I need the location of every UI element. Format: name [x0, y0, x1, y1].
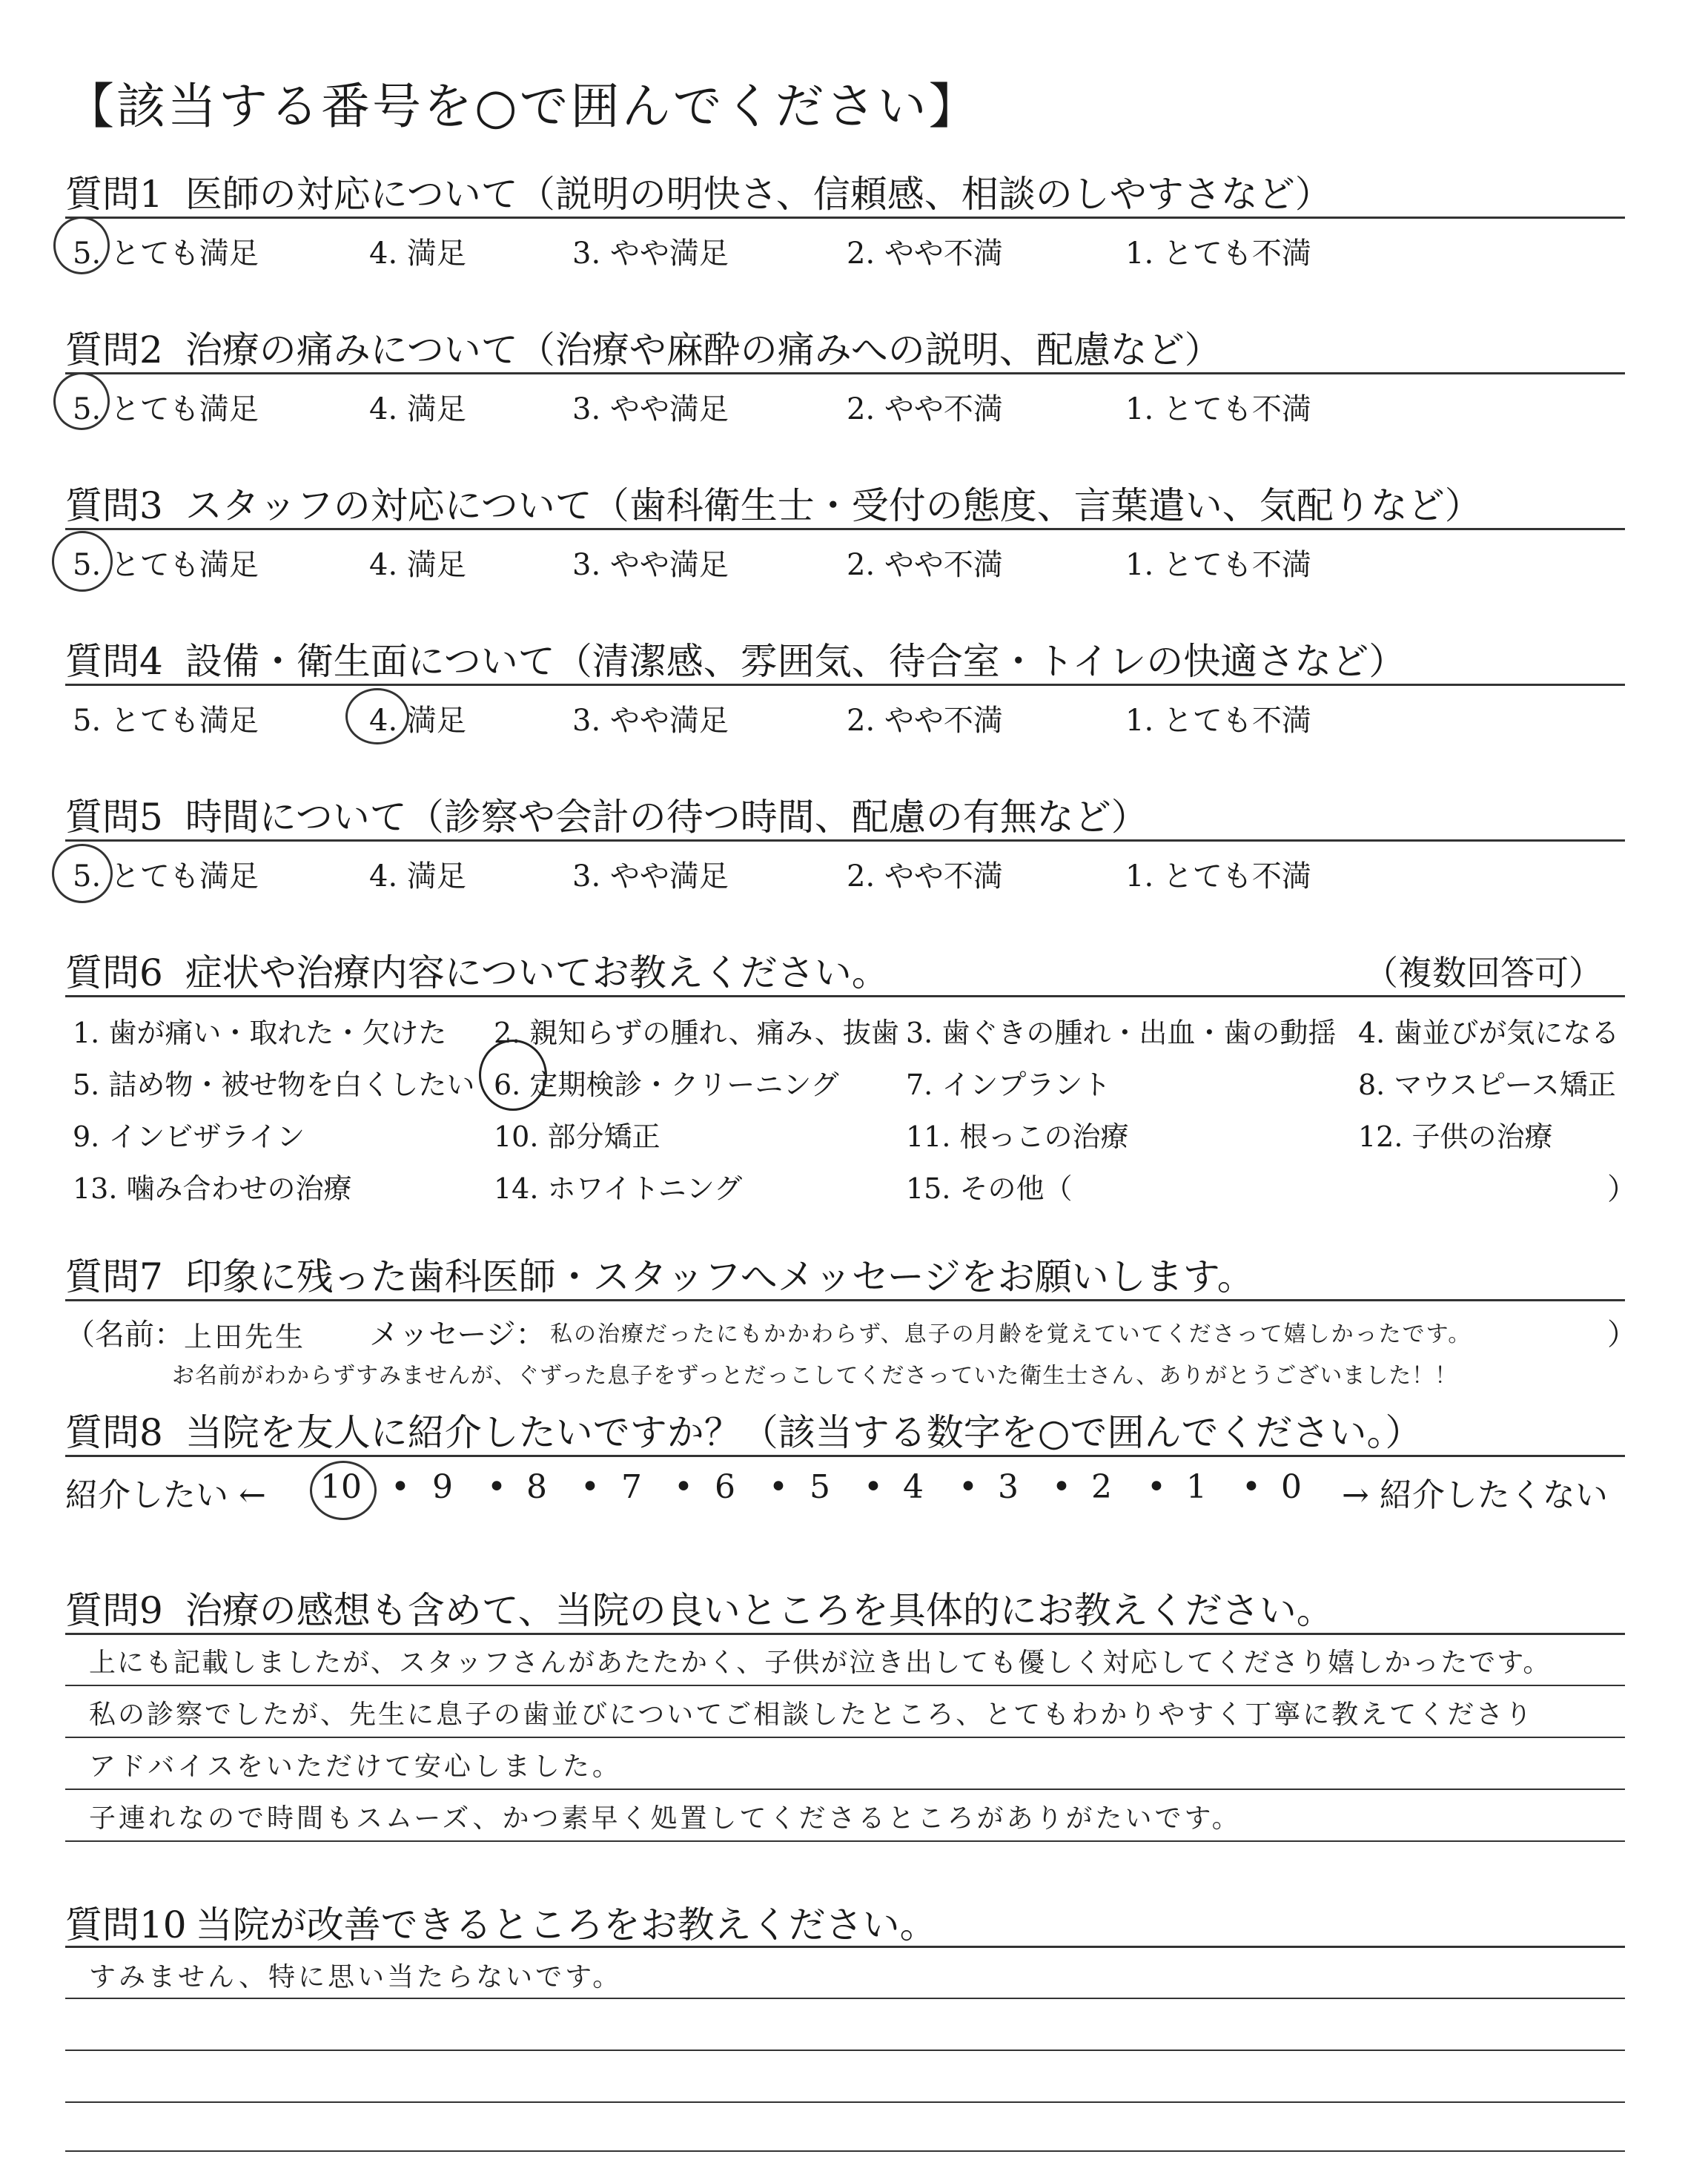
q8-selection-circle — [310, 1461, 377, 1520]
q2-option-1[interactable]: 1. とても不満 — [1125, 392, 1311, 426]
question-9-number: 質問9 — [65, 1589, 163, 1632]
q8-scale-dot: • — [959, 1468, 978, 1506]
question-6-rule — [65, 995, 1625, 997]
q8-scale-dot: • — [864, 1468, 883, 1506]
q8-scale-dot: • — [1147, 1468, 1166, 1506]
question-10-rule — [65, 1946, 1625, 1948]
q2-option-2[interactable]: 2. やや不満 — [847, 392, 1003, 426]
question-9 — [65, 1581, 1334, 1634]
q6-option-4[interactable]: 4. 歯並びが気になる — [1358, 1017, 1620, 1049]
question-4-number: 質問4 — [65, 640, 163, 683]
q8-scale-dot: • — [487, 1468, 506, 1506]
q8-scale-dot: • — [391, 1468, 410, 1506]
q6-option-5[interactable]: 5. 詰め物・被せ物を白くしたい — [73, 1069, 475, 1101]
q5-option-2[interactable]: 2. やや不満 — [847, 859, 1003, 894]
question-1-rule — [65, 217, 1625, 219]
question-9-text: 治療の感想も含めて、当院の良いところを具体的にお教えください。 — [185, 1589, 1334, 1632]
q7-message-line-2[interactable]: お名前がわからずすみませんが、ぐずった息子をずっとだっこしてくださっていた衛生士さん、ありがとうございました！！ — [172, 1363, 1458, 1389]
question-5-rule — [65, 839, 1625, 842]
q3-option-1[interactable]: 1. とても不満 — [1125, 548, 1311, 582]
q1-option-3[interactable]: 3. やや満足 — [572, 237, 729, 271]
question-1-text: 医師の対応について（説明の明快さ、信頼感、相談のしやすさなど） — [185, 173, 1332, 216]
q8-scale-7[interactable]: 7 — [621, 1468, 642, 1506]
q1-option-1[interactable]: 1. とても不満 — [1125, 237, 1311, 271]
question-2 — [65, 320, 1222, 374]
q6-option-7[interactable]: 7. インプラント — [906, 1069, 1111, 1101]
question-8-rule — [65, 1455, 1625, 1457]
q4-option-2[interactable]: 2. やや不満 — [847, 704, 1003, 738]
q9-answer-rule — [65, 1685, 1625, 1686]
question-10-text: 当院が改善できるところをお教えください。 — [195, 1903, 937, 1946]
page-title: 【該当する番号を○で囲んでください】 — [65, 78, 980, 135]
q9-answer-line-3[interactable]: アドバイスをいただけて安心しました。 — [89, 1751, 622, 1782]
question-2-rule — [65, 372, 1625, 374]
q9-answer-rule — [65, 1789, 1625, 1790]
question-3-number: 質問3 — [65, 484, 163, 527]
q3-selection-circle — [52, 531, 113, 592]
q6-option-14[interactable]: 14. ホワイトニング — [494, 1172, 743, 1205]
question-5-text: 時間について（診察や会計の待つ時間、配慮の有無など） — [185, 796, 1148, 839]
q8-scale-10[interactable]: 10 — [320, 1468, 362, 1506]
question-9-rule — [65, 1633, 1625, 1635]
q9-answer-rule — [65, 1737, 1625, 1738]
question-3-text: スタッフの対応について（歯科衛生士・受付の態度、言葉遣い、気配りなど） — [185, 484, 1482, 527]
q3-option-4[interactable]: 4. 満足 — [369, 548, 466, 582]
q3-option-3[interactable]: 3. やや満足 — [572, 548, 729, 582]
q6-option-9[interactable]: 9. インビザライン — [73, 1120, 305, 1153]
q9-answer-rule — [65, 1840, 1625, 1842]
q5-option-3[interactable]: 3. やや満足 — [572, 859, 729, 894]
question-7 — [65, 1247, 1254, 1301]
q2-option-5[interactable]: 5. とても満足 — [73, 392, 259, 426]
question-7-rule — [65, 1299, 1625, 1301]
q10-answer-rule — [65, 2050, 1625, 2051]
q2-option-3[interactable]: 3. やや満足 — [572, 392, 729, 426]
multiple-answers-note: （複数回答可） — [1364, 953, 1603, 993]
q1-option-5[interactable]: 5. とても満足 — [73, 237, 259, 271]
q7-message-label: メッセージ： — [369, 1318, 546, 1352]
q6-option-15[interactable]: 15. その他（ — [906, 1172, 1073, 1205]
question-3 — [65, 476, 1482, 529]
q2-option-4[interactable]: 4. 満足 — [369, 392, 466, 426]
q2-selection-circle — [53, 372, 110, 430]
question-4-rule — [65, 684, 1625, 686]
q7-close-paren: ） — [1607, 1318, 1637, 1352]
q8-scale-dot: • — [580, 1468, 600, 1506]
q6-option-1[interactable]: 1. 歯が痛い・取れた・欠けた — [73, 1017, 447, 1049]
question-6-text: 症状や治療内容についてお教えください。 — [185, 951, 889, 994]
q1-option-2[interactable]: 2. やや不満 — [847, 237, 1003, 271]
question-8 — [65, 1403, 1422, 1456]
q6-option-13[interactable]: 13. 噛み合わせの治療 — [73, 1172, 352, 1205]
q1-selection-circle — [53, 217, 110, 274]
question-10-number: 質問10 — [65, 1903, 187, 1946]
q5-option-1[interactable]: 1. とても不満 — [1125, 859, 1311, 894]
question-5 — [65, 787, 1148, 841]
q8-scale-dot: • — [674, 1468, 693, 1506]
question-10 — [65, 1895, 937, 1949]
q9-answer-line-4[interactable]: 子連れなので時間もスムーズ、かつ素早く処置してくださるところがありがたいです。 — [89, 1803, 1242, 1834]
question-7-text: 印象に残った歯科医師・スタッフへメッセージをお願いします。 — [185, 1255, 1254, 1298]
q7-message-line-1[interactable]: 私の治療だったにもかかわらず、息子の月齢を覚えていてくださって嬉しかったです。 — [550, 1321, 1472, 1347]
q6-option-6[interactable]: 6. 定期検診・クリーニング — [494, 1069, 839, 1101]
q10-answer-rule — [65, 2150, 1625, 2152]
q8-scale-5[interactable]: 5 — [810, 1468, 830, 1506]
q8-scale-2[interactable]: 2 — [1091, 1468, 1112, 1506]
q8-scale-dot: • — [1052, 1468, 1071, 1506]
q8-scale-1[interactable]: 1 — [1186, 1468, 1207, 1506]
question-2-number: 質問2 — [65, 328, 163, 371]
q5-option-4[interactable]: 4. 満足 — [369, 859, 466, 894]
q6-option-11[interactable]: 11. 根っこの治療 — [906, 1120, 1129, 1153]
question-8-text: 当院を友人に紹介したいですか？（該当する数字を○で囲んでください。） — [185, 1411, 1423, 1454]
q5-selection-circle — [52, 844, 113, 903]
q4-selection-circle — [345, 688, 409, 744]
q9-answer-line-2[interactable]: 私の診察でしたが、先生に息子の歯並びについてご相談したところ、とてもわかりやすく丁寧に教えてくださり — [89, 1700, 1535, 1730]
question-4 — [65, 632, 1406, 685]
q8-scale-3[interactable]: 3 — [998, 1468, 1019, 1506]
q10-answer-rule — [65, 2101, 1625, 2103]
q8-scale-dot: • — [1242, 1468, 1261, 1506]
q6-selection-circle — [479, 1040, 547, 1111]
q4-option-1[interactable]: 1. とても不満 — [1125, 704, 1311, 738]
q6-option-8[interactable]: 8. マウスピース矯正 — [1358, 1069, 1616, 1101]
q3-option-2[interactable]: 2. やや不満 — [847, 548, 1003, 582]
q7-name-value[interactable]: 上田先生 — [184, 1321, 306, 1353]
q8-scale-0[interactable]: 0 — [1281, 1468, 1302, 1506]
question-5-number: 質問5 — [65, 796, 163, 839]
q4-option-3[interactable]: 3. やや満足 — [572, 704, 729, 738]
q6-other-close-paren: ） — [1607, 1172, 1637, 1206]
question-6 — [65, 943, 889, 997]
question-1 — [65, 165, 1332, 218]
q6-option-2[interactable]: 2. 親知らずの腫れ、痛み、抜歯 — [494, 1017, 899, 1049]
question-2-text: 治療の痛みについて（治療や麻酔の痛みへの説明、配慮など） — [185, 328, 1222, 371]
q1-option-4[interactable]: 4. 満足 — [369, 237, 466, 271]
q7-name-label: （名前： — [65, 1318, 184, 1352]
q8-right-label: → 紹介したくない — [1342, 1476, 1608, 1514]
q8-left-label: 紹介したい ← — [65, 1476, 266, 1514]
question-8-number: 質問8 — [65, 1411, 163, 1454]
q8-scale-dot: • — [769, 1468, 788, 1506]
q8-scale-8[interactable]: 8 — [526, 1468, 547, 1506]
q8-scale-6[interactable]: 6 — [715, 1468, 735, 1506]
q10-answer-line-1[interactable]: すみません、特に思い当たらないです。 — [89, 1962, 623, 1992]
question-1-number: 質問1 — [65, 173, 163, 216]
q3-option-5[interactable]: 5. とても満足 — [73, 548, 259, 582]
q9-answer-line-1[interactable]: 上にも記載しましたが、スタッフさんがあたたかく、子供が泣き出しても優しく対応してくださり嬉しかったです。 — [89, 1648, 1552, 1678]
question-4-text: 設備・衛生面について（清潔感、雰囲気、待合室・トイレの快適さなど） — [185, 640, 1406, 683]
question-6-number: 質問6 — [65, 951, 163, 994]
q10-answer-rule — [65, 1998, 1625, 1999]
q5-option-5[interactable]: 5. とても満足 — [73, 859, 259, 894]
question-7-number: 質問7 — [65, 1255, 163, 1298]
q4-option-5[interactable]: 5. とても満足 — [73, 704, 259, 738]
q8-scale-4[interactable]: 4 — [903, 1468, 924, 1506]
q4-option-4[interactable]: 4. 満足 — [369, 704, 466, 738]
q8-scale-9[interactable]: 9 — [432, 1468, 453, 1506]
q6-option-10[interactable]: 10. 部分矯正 — [494, 1120, 661, 1153]
q6-option-3[interactable]: 3. 歯ぐきの腫れ・出血・歯の動揺 — [906, 1017, 1337, 1049]
question-3-rule — [65, 528, 1625, 530]
q6-option-12[interactable]: 12. 子供の治療 — [1358, 1120, 1553, 1153]
